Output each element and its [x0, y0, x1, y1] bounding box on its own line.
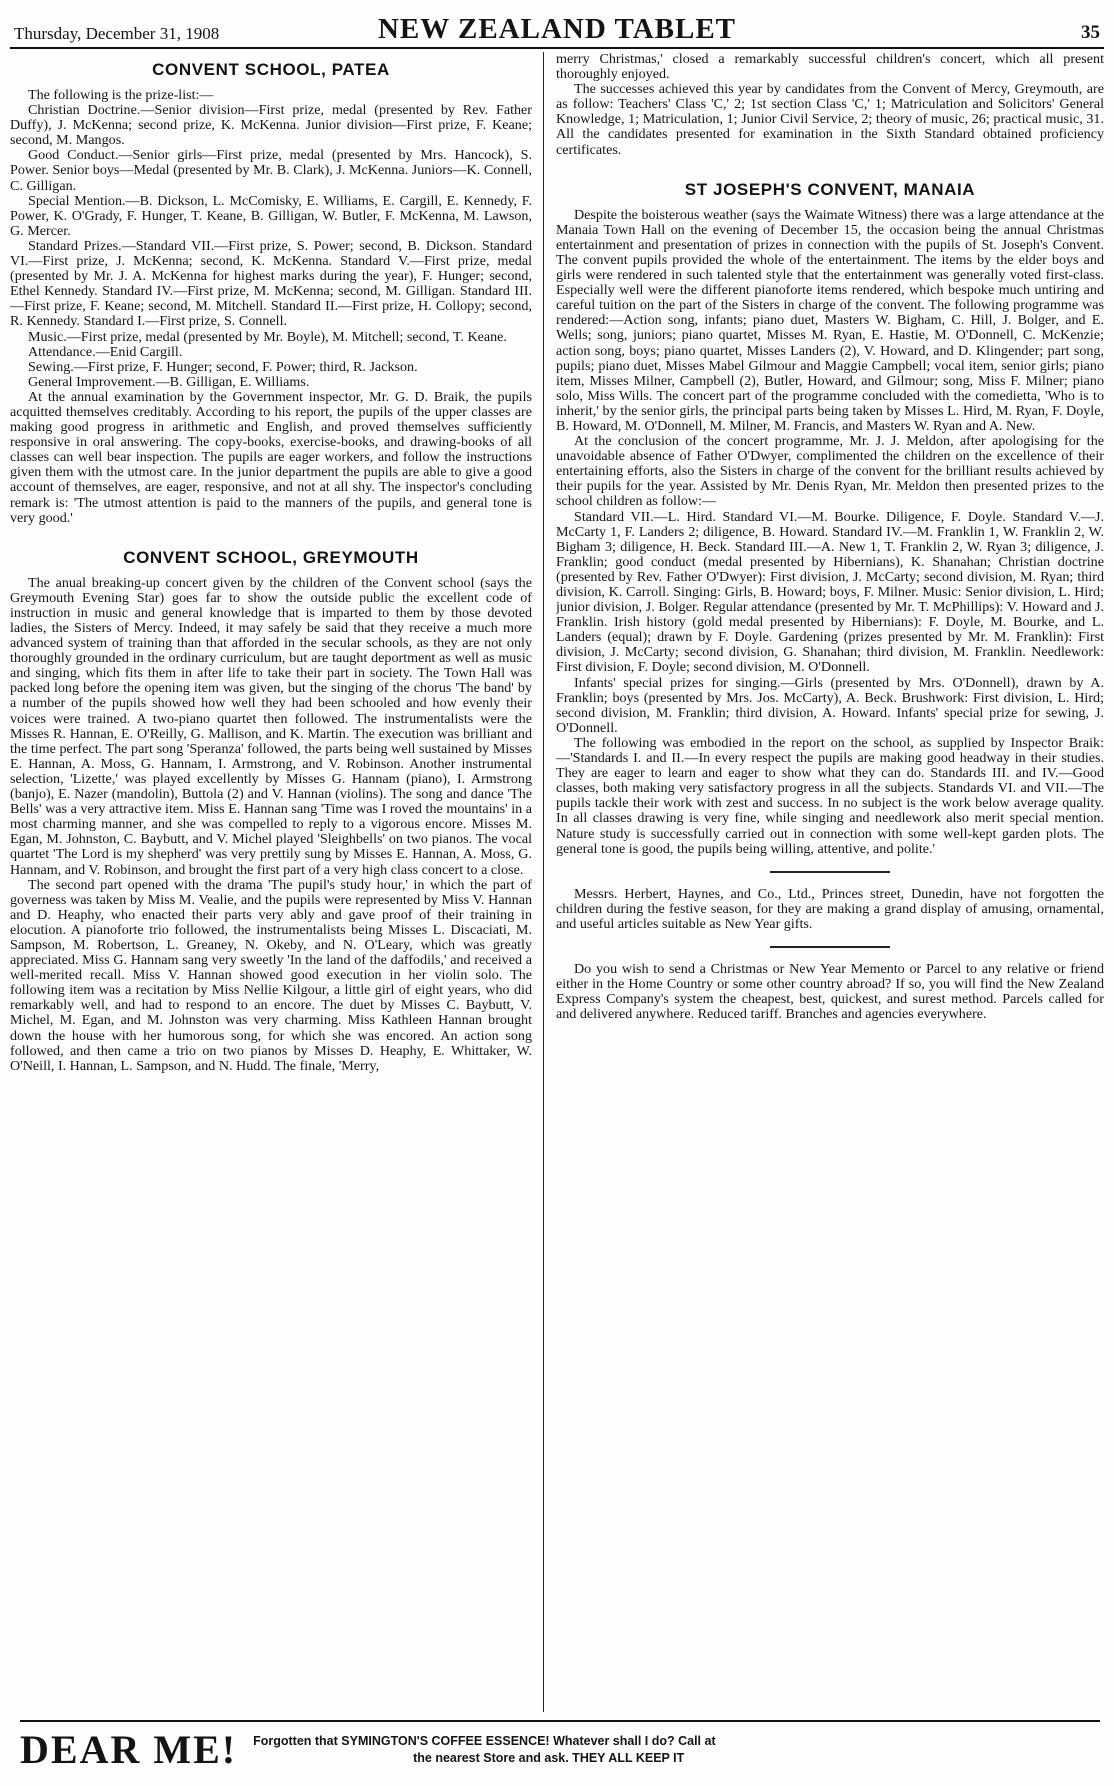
paragraph: Standard VII.—L. Hird. Standard VI.—M. Bourke. Diligence, F. Doyle. Standard V.—J. McCarty 1, F. Landers 2; diligence, B. Howard. Standard IV.—M. Franklin 1, W. Franklin 2, W. Bigham 3; diligence, H. Beck. Standard III.—A. New 1, T. Franklin 2, W. Ryan 3; diligence, J. Franklin; good conduct (medal presented by Hibernians), K. Shanahan; Christian doctrine (presented by Rev. Father O'Dwyer): First division, J. McCarty; second division, M. Ryan; third division, K. Carroll. Singing: Girls, B. Howard; boys, F. Milner. Music: Senior division, L. Hird; junior division, J. Bolger. Regular attendance (presented by Mr. T. McPhillips): V. Howard and J. Franklin. Irish history (gold medal presented by Hibernians): F. Doyle, M. Bourke, and L. Landers (equal); drawn by F. Doyle. Gardening (prizes presented by Mr. M. Franklin): First division, J. McCarty; second division, G. Shanahan; third division, M. Franklin. Needlework: First division, F. Doyle; second division, M. O'Donnell. — [556, 508, 1104, 676]
paragraph: The anual breaking-up concert given by the children of the Convent school (says the Greymouth Evening Star) goes far to show the outside public the excellent code of instruction in music and general knowledge that is imparted to them by those devoted ladies, the Sisters of Mercy. Indeed, it may safely be said that they receive a much more advanced system of training than that afforded in the secular schools, as they are not only thoroughly grounded in the ordinary curriculum, but are taught deportment as well as music and singing, which fits them in after life to take their part in society. The Town Hall was packed long before the opening item was given, but the singing of the chorus 'The band' by a number of the pupils showed how well they had been schooled and how evenly their voices were trained. A two-piano quartet then followed. The instrumentalists were the Misses R. Hannan, E. O'Reilly, G. Mallison, and K. Martin. The execution was brilliant and the time perfect. The part song 'Speranza' followed, the parts being well sustained by Misses E. Hannan, A. Moss, G. Hannam, I. Armstrong, and V. Robinson. Another instrumental selection, 'Lizette,' was played excellently by Misses G. Hannam (piano), I. Armstrong (banjo), E. Nazer (mandolin), Buttola (2) and V. Hannan (violins). The song and dance 'The Bells' was a very attractive item. Miss E. Hannan sang 'Time was I roved the mountains' in a most charming manner, and she was compelled to reply to a vigorous encore. Misses M. Egan, M. Johnston, C. Baybutt, and V. Michel played 'Sleighbells' on two pianos. The vocal quartet 'The Lord is my shepherd' was very prettily sung by Misses E. Hannan, A. Moss, G. Hannam, and V. Robinson, and brought the first part of a very high class concert to a close. — [10, 574, 532, 878]
ad-text — [253, 1733, 716, 1767]
newspaper-title: NEW ZEALAND TABLET — [377, 13, 737, 45]
paragraph: At the conclusion of the concert programme, Mr. J. J. Meldon, after apologising for the unavoidable absence of Father O'Dwyer, complimented the children on the excellence of their entertaining efforts, also the Sisters in charge of the convent for the brilliant results achieved by their pupils for the year. Assisted by Mr. Denis Ryan, Mr. Meldon then presented prizes to the school children as follow:— — [556, 433, 1104, 510]
paragraph: Infants' special prizes for singing.—Girls (presented by Mrs. O'Donnell), drawn by A. Franklin; boys (presented by Mrs. Jos. McCarty), A. Beck. Brushwork: First division, L. Hird; second division, M. Franklin; third division, A. Howard. Infants' special prize for sewing, J. O'Donnell. — [556, 674, 1104, 736]
article-columns — [10, 52, 1104, 1712]
paragraph: Music.—First prize, medal (presented by Mr. Boyle), M. Mitchell; second, T. Keane. — [28, 328, 507, 345]
footer-advertisement — [20, 1720, 1100, 1778]
ad-line-2: the nearest Store and ask. THEY ALL KEEP IT — [413, 1751, 685, 1765]
herbert-haynes-notice: Messrs. Herbert, Haynes, and Co., Ltd., Princes street, Dunedin, have not forgotten the children during the festive season, for they are making a grand display of amusing, ornamental, and useful articles suitable as New Year gifts. — [556, 885, 1104, 932]
paragraph: Good Conduct.—Senior girls—First prize, medal (presented by Mrs. Hancock), S. Power. Senior boys—Medal (presented by Mr. B. Clark), J. McKenna. Juniors—K. Connell, C. Gilligan. — [10, 147, 532, 194]
right-column — [556, 52, 1104, 1712]
page-number: 35 — [1080, 22, 1100, 43]
paragraph: Standard Prizes.—Standard VII.—First prize, S. Power; second, B. Dickson. Standard VI.—First prize, J. McKenna; second, K. McKenna. Standard V.—First prize, medal (presented by Mr. J. A. McKenna for highest marks during the year), F. Hunger; second, Ethel Kennedy. Standard IV.—First prize, M. McKenna; second, M. Gilligan. Standard III.—First prize, F. Keane; second, M. Mitchell. Standard II.—First prize, H. Collopy; second, R. Kennedy. Standard I.—First prize, S. Connell. — [10, 237, 532, 330]
section-gap — [10, 526, 532, 540]
separator-rule — [770, 871, 890, 873]
manaia-article — [556, 208, 1104, 857]
paragraph: Attendance.—Enid Cargill. — [28, 343, 183, 360]
paragraph: Christian Doctrine.—Senior division—First prize, medal (presented by Rev. Father Duffy), J. McKenna; second prize, K. McKenna. Junior division—First prize, F. Keane; second, M. Mangos. — [10, 102, 532, 149]
patea-heading: CONVENT SCHOOL, PATEA — [152, 60, 390, 79]
greymouth-heading: CONVENT SCHOOL, GREYMOUTH — [123, 547, 419, 567]
masthead — [10, 8, 1104, 49]
patea-article — [10, 88, 532, 526]
greymouth-continued — [556, 52, 1104, 158]
manaia-heading: ST JOSEPH'S CONVENT, MANAIA — [684, 179, 976, 199]
left-column — [10, 52, 532, 1712]
paragraph: Despite the boisterous weather (says the Waimate Witness) there was a large attendance at the Manaia Town Hall on the evening of December 15, the occasion being the annual Christmas entertainment and presentation of prizes in connection with the pupils of St. Joseph's Convent. The convent pupils provided the whole of the entertainment. The items by the elder boys and girls were rendered in such talented style that the entertainment was generally voted first-class. Especially well were the different pianoforte items rendered, which bespoke much untiring and careful tuition on the part of the Sisters in charge of the convent. The following programme was rendered:—Action song, infants; piano duet, Masters W. Bigham, C. Hill, J. Bolger, and E. Wells; song, juniors; piano quartet, Misses M. Ryan, E. Hastie, M. O'Donnell, C. McKenzie; action song, boys; piano quartet, Misses Landers (2), V. Howard, and D. Klingender; part song, pupils; piano duet, Misses Mabel Gilmour and Maggie Campbell; vocal item, senior girls; piano item, Misses Milner, Campbell (2), Butler, Howard, and Gilmour; song, Miss F. Milner; piano solo, Miss Wills. The concert part of the programme concluded with the comedietta, 'Who is to inherit,' by the senior girls, the principal parts being taken by Misses L. Hird, M. Ryan, F. Doyle, B. Howard, M. O'Donnell, M. Milner, M. Francis, and Masters W. Ryan and A. New. — [556, 206, 1104, 434]
paragraph: The following was embodied in the report on the school, as supplied by Inspector Braik:—'Standards I. and II.—In every respect the pupils are making good headway in their studies. They are eager to learn and eager to show what they can do. Standards III. and IV.—Good classes, both making very satisfactory progress in all the subjects. Standards VI. and VII.—The pupils tackle their work with zest and success. In no subject is the work below average quality. In all classes drawing is very fine, while singing and needlework also merit special mention. Nature study is successfully carried out in connection with some well-kept garden plots. The general tone is good, the pupils being willing, attentive, and polite.' — [556, 734, 1104, 857]
issue-date: Thursday, December 31, 1908 — [14, 24, 220, 43]
paragraph: The following is the prize-list:— — [28, 87, 214, 103]
paragraph: Special Mention.—B. Dickson, L. McComisky, E. Williams, E. Cargill, E. Kennedy, F. Power, K. O'Grady, F. Hunger, T. Keane, B. Gilligan, W. Butler, F. McKenna, M. Lawson, G. Mercer. — [10, 192, 532, 239]
ad-line-1: Forgotten that SYMINGTON'S COFFEE ESSENCE! Whatever shall I do? Call at — [253, 1734, 716, 1748]
separator-rule — [770, 946, 890, 948]
paragraph: Sewing.—First prize, F. Hunger; second, F. Power; third, R. Jackson. — [28, 358, 418, 375]
section-gap — [556, 158, 1104, 172]
ad-headline: DEAR ME! — [20, 1727, 238, 1772]
express-company-notice: Do you wish to send a Christmas or New Year Memento or Parcel to any relative or friend either in the Home Country or some other country abroad? If so, you will find the New Zealand Express Company's system the cheapest, best, quickest, and surest method. Parcels called for and delivered anywhere. Reduced tariff. Branches and agencies everywhere. — [556, 960, 1104, 1023]
greymouth-article — [10, 576, 532, 1074]
column-divider — [543, 52, 544, 1712]
paragraph: merry Christmas,' closed a remarkably successful children's concert, which all present thoroughly enjoyed. — [556, 52, 1104, 83]
paragraph: At the annual examination by the Government inspector, Mr. G. D. Braik, the pupils acquitted themselves creditably. According to his report, the pupils of the upper classes are making good progress in arithmetic and English, and proved themselves sufficiently responsive in oral answering. The copy-books, exercise-books, and drawing-books of all classes can well bear inspection. The pupils are eager workers, and follow the instructions given them with the utmost care. In the junior department the pupils are able to give a good account of themselves, are eager, responsive, and not at all shy. The inspector's concluding remark is: 'The utmost attention is paid to the manners of the pupils, and general tone is very good.' — [10, 388, 532, 526]
paragraph: The second part opened with the drama 'The pupil's study hour,' in which the part of governess was taken by Miss M. Vealie, and the pupils were represented by Miss V. Hannan and D. Heaphy, who enacted their parts very ably and gave proof of their training in elocution. A pianoforte trio followed, the instrumentalists being Misses L. Discaciati, M. Sampson, M. Robertson, L. Greaney, N. Okeby, and N. O'Leary, which was greatly appreciated. Miss G. Hannam sang very sweetly 'In the land of the daffodils,' and received a well-merited recall. Miss V. Hannan showed good execution in her violin solo. The following item was a recitation by Miss Nellie Kilgour, a little girl of eight years, who did remarkably well, and had to respond to an encore. The duet by Misses C. Baybutt, V. Michel, M. Egan, and M. Johnston was very charming. Miss Kathleen Hannan brought down the house with her humorous song, for which she was encored. An action song followed, and then came a trio on two pianos by Misses D. Heaphy, E. Whittaker, W. O'Neill, I. Hannan, L. Sampson, and N. Hudd. The finale, 'Merry, — [10, 876, 532, 1074]
paragraph: The successes achieved this year by candidates from the Convent of Mercy, Greymouth, are as follow: Teachers' Class 'C,' 2; 1st section Class 'C,' 1; Matriculation and Solicitors' General Knowledge, 1; Matriculation, 1; Junior Civil Service, 2; theory of music, 26; practical music, 31. All the candidates presented for examination in the Sixth Standard obtained proficiency certificates. — [556, 81, 1104, 158]
paragraph: General Improvement.—B. Gilligan, E. Williams. — [28, 373, 310, 390]
